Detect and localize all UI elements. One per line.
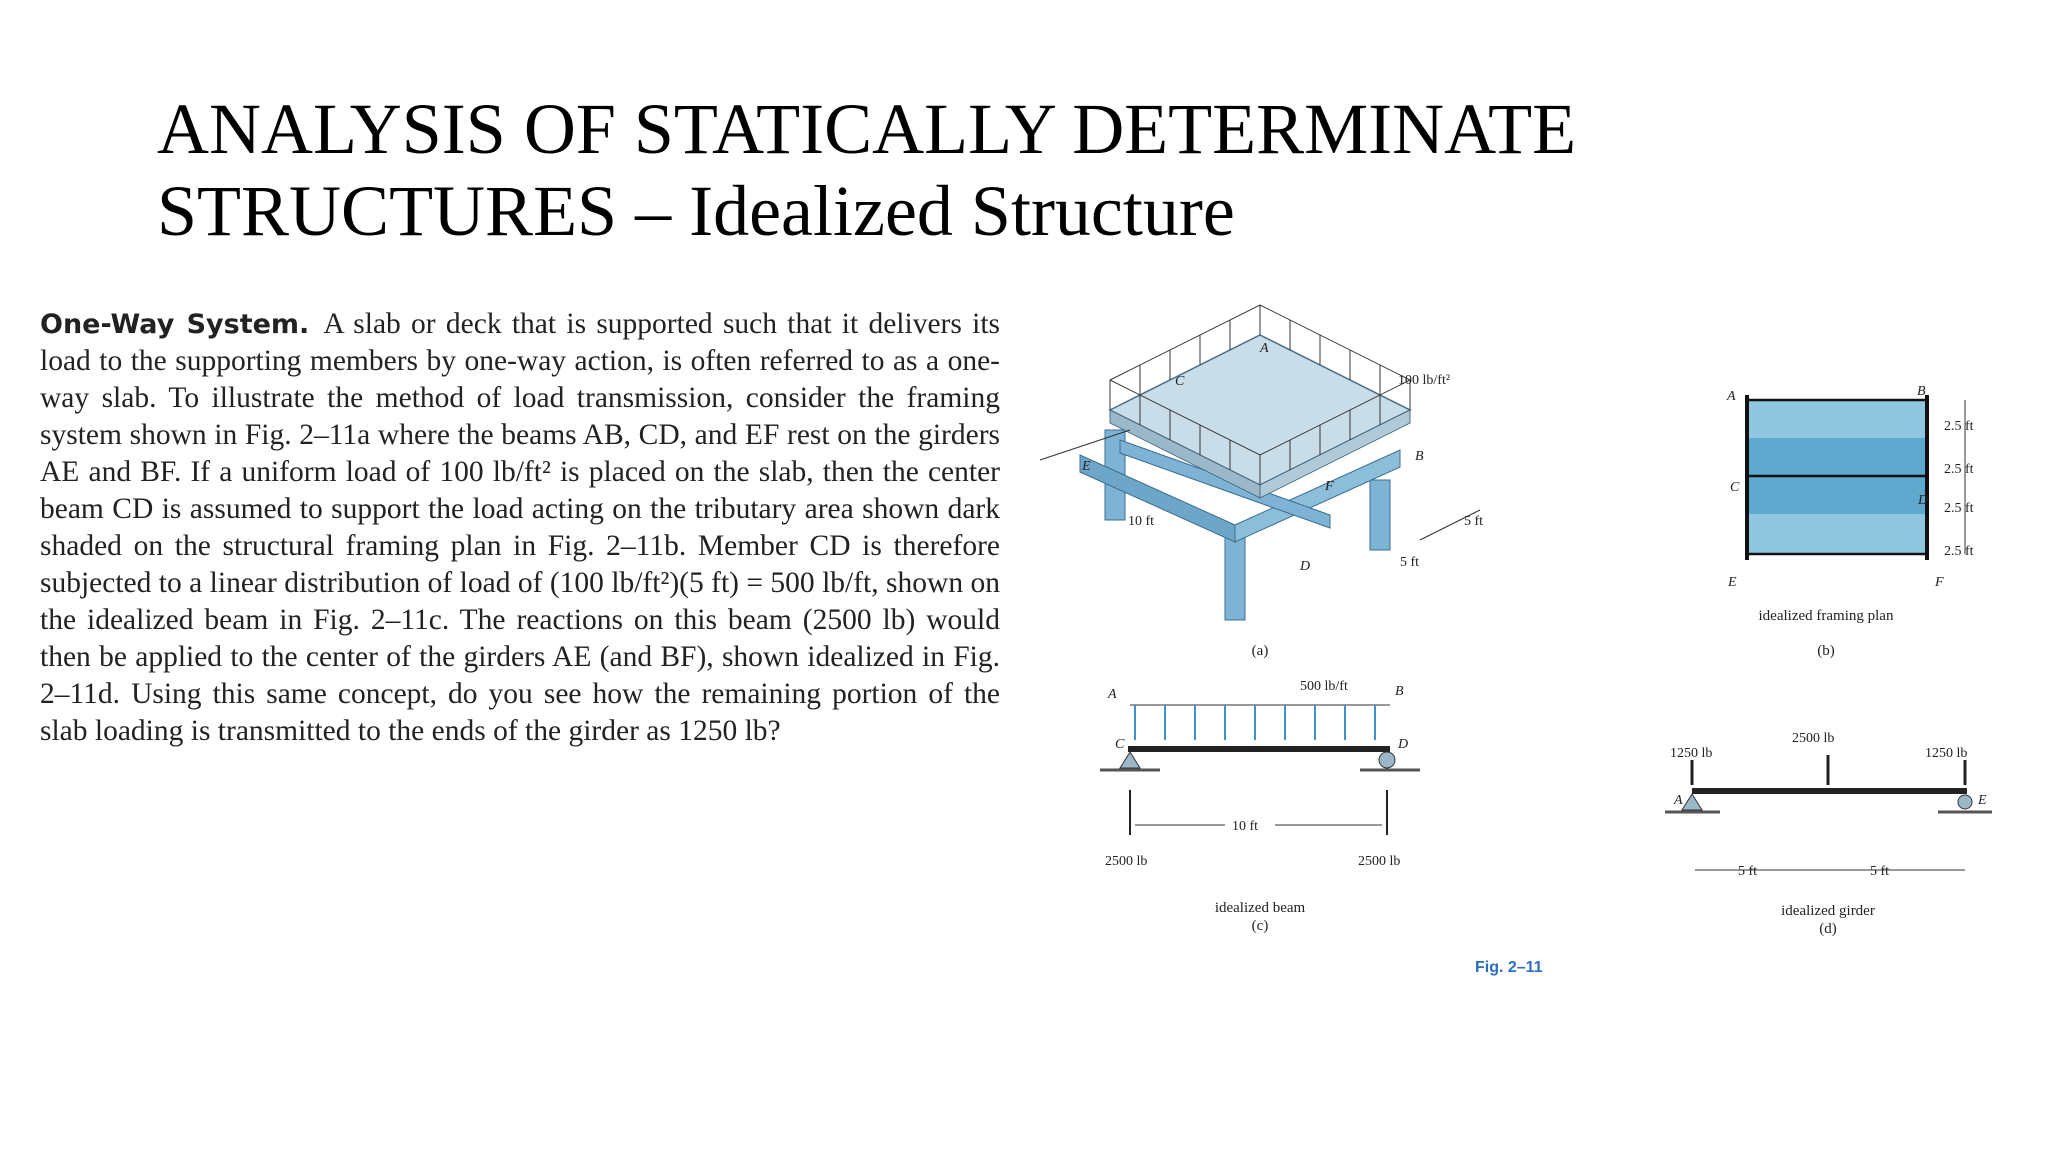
beam-point-d: D	[1398, 737, 1409, 752]
body-paragraph	[40, 306, 1000, 750]
figure-svg	[1020, 280, 2030, 1000]
reaction-left-label: 2500 lb	[1105, 854, 1148, 869]
point-d-a: D	[1300, 559, 1311, 574]
girder-load-left-label: 1250 lb	[1670, 746, 1713, 761]
plan-dim-2: 2.5 ft	[1944, 462, 1974, 477]
beam-roller-support	[1379, 752, 1395, 768]
beam-pin-support	[1120, 752, 1140, 768]
plan-dim-4: 2.5 ft	[1944, 544, 1974, 559]
paragraph-text: A slab or deck that is supported such that it delivers its load to the supporting members by one-way action, is often referred to as a one-way slab. To illustrate the method of load transmission, consider the framing system shown in Fig. 2–11a where the beams AB, CD, and EF rest on the girders AE and BF. If a uniform load of 100 lb/ft² is placed on the slab, then the center beam CD is assumed to support the load acting on the tributary area shown dark shaded on the structural framing plan in Fig. 2–11b. Member CD is therefore subjected to a linear distribution of load of (100 lb/ft²)(5 ft) = 500 lb/ft, shown on the idealized beam in Fig. 2–11c. The reactions on this beam (2500 lb) would then be applied to the center of the girders AE (and BF), shown idealized in Fig. 2–11d. Using this same concept, do you see how the remaining portion of the slab loading is transmitted to the ends of the girder as 1250 lb?	[40, 308, 1000, 747]
figure-d-idealized-girder	[1665, 731, 1992, 937]
figure-b-framing-plan	[1726, 384, 1974, 659]
caption-b: idealized framing plan	[1758, 608, 1894, 624]
point-c-a: C	[1175, 374, 1185, 389]
plan-point-c: C	[1730, 480, 1740, 495]
slide-title	[157, 88, 1857, 252]
title-line-1: ANALYSIS OF STATICALLY DETERMINATE	[157, 89, 1577, 169]
point-f-a: F	[1325, 479, 1334, 494]
girder-load-right-label: 1250 lb	[1925, 746, 1968, 761]
figure-label: Fig. 2–11	[1475, 959, 1543, 976]
caption-d: idealized girder	[1781, 903, 1875, 919]
plan-strip-1	[1747, 400, 1927, 438]
plan-dim-1: 2.5 ft	[1944, 419, 1974, 434]
girder-line	[1692, 788, 1967, 794]
dim-5ft-a-1: 5 ft	[1464, 514, 1484, 529]
plan-point-b: B	[1917, 384, 1926, 399]
caption-a: (a)	[1251, 643, 1269, 659]
figure-2-11	[1020, 280, 2030, 1000]
point-b-a: B	[1415, 449, 1424, 464]
title-line-2: STRUCTURES – Idealized Structure	[157, 171, 1235, 251]
beam-point-b: B	[1395, 684, 1404, 699]
dim-5ft-a-2: 5 ft	[1400, 555, 1420, 570]
point-a-a: A	[1260, 341, 1269, 356]
load-label-a: 100 lb/ft²	[1398, 373, 1451, 388]
caption-c: idealized beam	[1214, 900, 1306, 916]
girder-roller-support	[1958, 795, 1972, 809]
plan-strip-tributary-bottom	[1747, 476, 1927, 514]
plan-point-a: A	[1727, 389, 1736, 404]
beam-point-a: A	[1108, 687, 1117, 702]
beam-load-arrows	[1135, 705, 1375, 740]
caption-d-sub: (d)	[1819, 921, 1837, 937]
girder-load-center-label: 2500 lb	[1792, 731, 1835, 746]
plan-dim-3: 2.5 ft	[1944, 501, 1974, 516]
plan-point-d: D	[1918, 493, 1929, 508]
paragraph-lead: One-Way System.	[40, 309, 310, 340]
beam-point-c: C	[1115, 737, 1125, 752]
plan-strip-tributary-top	[1747, 438, 1927, 476]
caption-b-sub: (b)	[1817, 643, 1835, 659]
caption-c-sub: (c)	[1251, 918, 1269, 934]
column-right	[1370, 480, 1390, 550]
point-e-a: E	[1082, 459, 1091, 474]
beam-cd-line	[1128, 746, 1390, 752]
figure-c-idealized-beam	[1100, 679, 1420, 934]
span-label: 10 ft	[1232, 819, 1259, 834]
beam-load-label: 500 lb/ft	[1300, 679, 1348, 694]
girder-point-a: A	[1674, 793, 1683, 808]
plan-strip-4	[1747, 514, 1927, 554]
girder-pin-support	[1682, 794, 1702, 810]
girder-dim-left: 5 ft	[1738, 864, 1758, 879]
dim-10ft-a: 10 ft	[1128, 514, 1155, 529]
plan-point-e: E	[1728, 575, 1737, 590]
figure-a-framing	[1040, 305, 1483, 659]
reaction-right-label: 2500 lb	[1358, 854, 1401, 869]
plan-point-f: F	[1935, 575, 1944, 590]
girder-point-e: E	[1978, 793, 1987, 808]
girder-dim-right: 5 ft	[1870, 864, 1890, 879]
